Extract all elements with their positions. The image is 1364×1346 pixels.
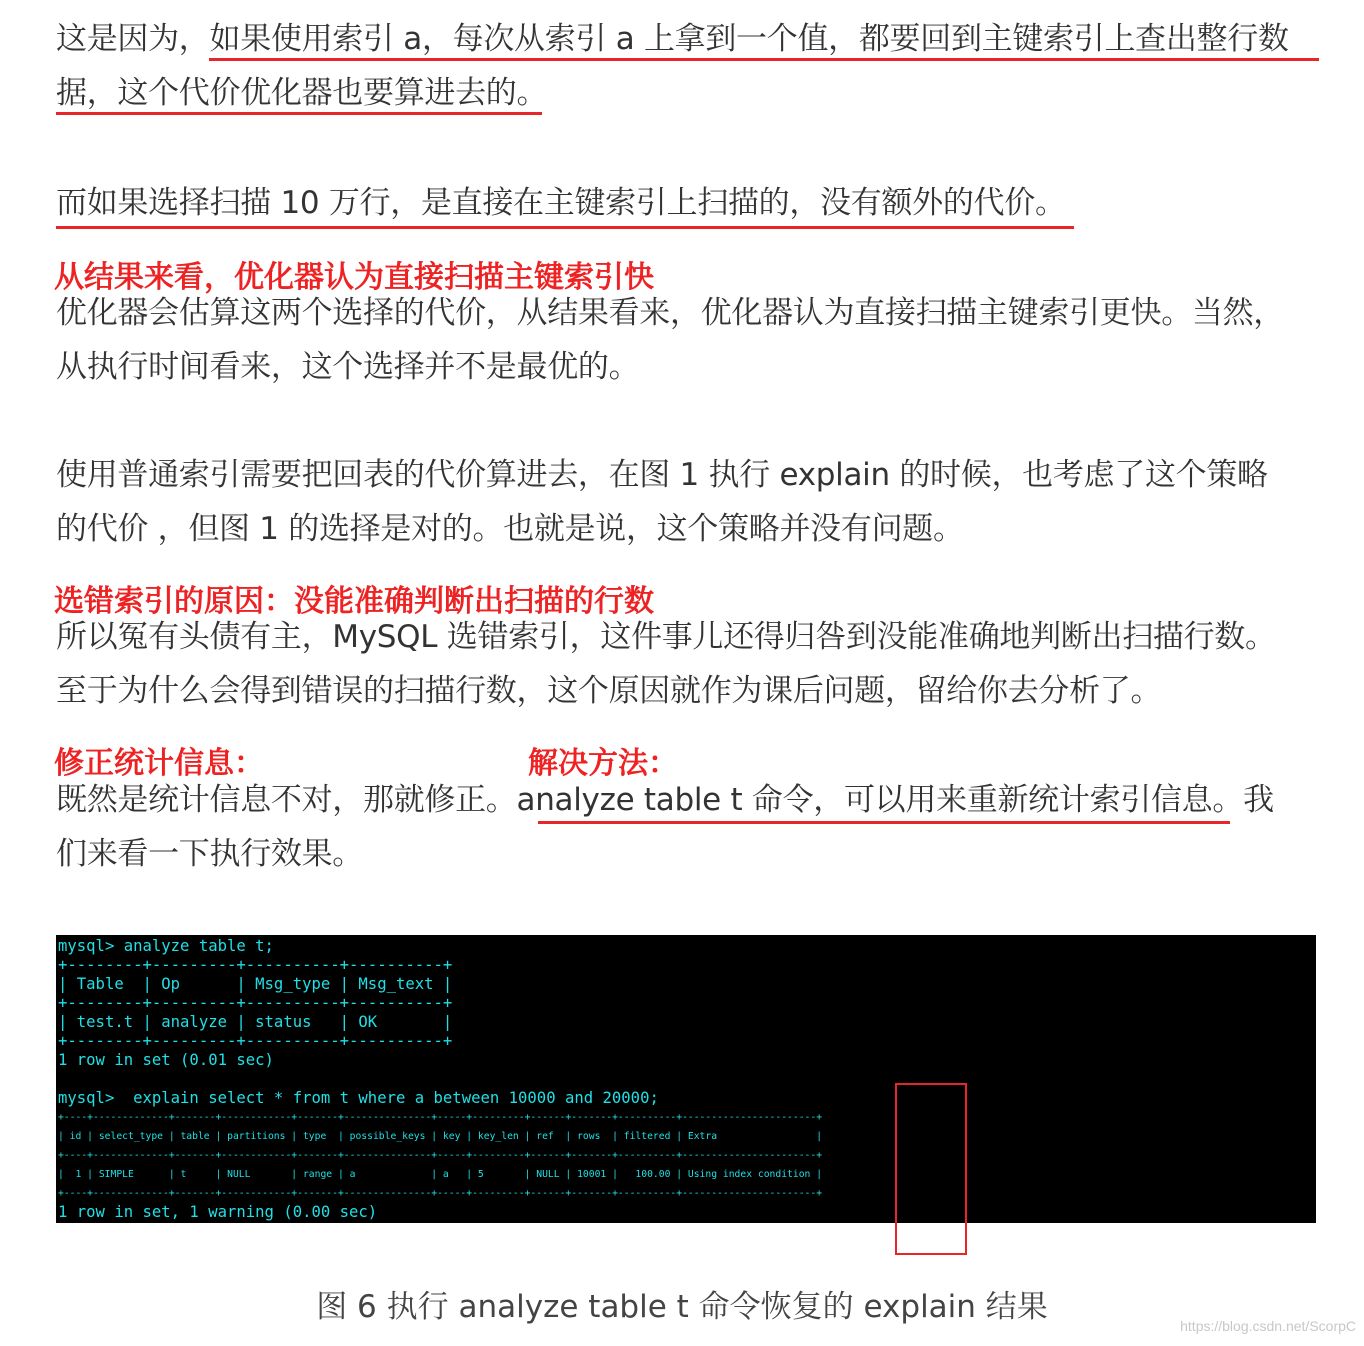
underline-p6-line-1: [538, 821, 1230, 824]
terminal-line: 1 row in set, 1 warning (0.00 sec): [58, 1203, 378, 1221]
underline-p1-line-2: [56, 112, 542, 115]
paragraph-1-line-1: 这是因为，如果使用索引 a，每次从索引 a 上拿到一个值，都要回到主键索引上查出整行数: [56, 21, 1289, 57]
figure-caption: 图 6 执行 analyze table t 命令恢复的 explain 结果: [316, 1289, 1048, 1325]
paragraph-3-line-1: 优化器会估算这两个选择的代价，从结果看来，优化器认为直接扫描主键索引更快。当然，: [56, 295, 1284, 331]
terminal-output: [56, 935, 1316, 1223]
paragraph-6-line-1: [56, 773, 1274, 827]
annotation-solution: 解决方法：: [528, 746, 678, 781]
terminal-line: +----+-------------+-------+------------+-------+---------------+-----+---------+------+-------+----------+-----------------------+: [58, 1150, 823, 1161]
terminal-line: +----+-------------+-------+------------+-------+---------------+-----+---------+------+-------+----------+-----------------------+: [58, 1112, 823, 1123]
paragraph-6-line-2: 们来看一下执行效果。: [56, 836, 363, 872]
terminal-line: | test.t | analyze | status | OK |: [58, 1013, 453, 1031]
annotation-fix-statistics: 修正统计信息：: [54, 746, 264, 781]
underline-p2-line-1: [56, 226, 1074, 229]
annotation-wrong-index-reason: 选错索引的原因：没能准确判断出扫描的行数: [54, 584, 654, 619]
paragraph-6-part-c: 我: [1243, 782, 1274, 818]
paragraph-1-line-2: 据，这个代价优化器也要算进去的。: [56, 75, 548, 111]
paragraph-3-line-2: 从执行时间看来，这个选择并不是最优的。: [56, 349, 640, 385]
terminal-line: 1 row in set (0.01 sec): [58, 1051, 274, 1069]
terminal-line: | id | select_type | table | partitions | type | possible_keys | key | key_len | ref | rows | filtered | Extra |: [58, 1131, 823, 1142]
watermark: https://blog.csdn.net/ScorpC: [1180, 1318, 1356, 1334]
terminal-line: +--------+---------+----------+----------+: [58, 956, 453, 974]
terminal-line: | Table | Op | Msg_type | Msg_text |: [58, 975, 453, 993]
paragraph-6-part-a: 既然是统计信息不对，那就修正。: [56, 782, 517, 818]
paragraph-5-line-1: 所以冤有头债有主，MySQL 选错索引，这件事儿还得归咎到没能准确地判断出扫描行数。: [56, 619, 1276, 655]
paragraph-4-line-1: 使用普通索引需要把回表的代价算进去，在图 1 执行 explain 的时候，也考虑了这个策略: [56, 457, 1268, 493]
rows-column-highlight-box: [895, 1083, 967, 1255]
paragraph-6-part-b: analyze table t 命令，可以用来重新统计索引信息。: [516, 782, 1244, 818]
terminal-line: mysql> analyze table t;: [58, 937, 274, 955]
paragraph-2-line-1: 而如果选择扫描 10 万行，是直接在主键索引上扫描的，没有额外的代价。: [56, 185, 1066, 221]
annotation-optimizer-conclusion: 从结果来看，优化器认为直接扫描主键索引快: [54, 260, 654, 295]
terminal-line: +--------+---------+----------+----------+: [58, 1032, 453, 1050]
terminal-line: | 1 | SIMPLE | t | NULL | range | a | a | 5 | NULL | 10001 | 100.00 | Using index condition |: [58, 1169, 823, 1180]
paragraph-5-line-2: 至于为什么会得到错误的扫描行数，这个原因就作为课后问题，留给你去分析了。: [56, 673, 1162, 709]
underline-p1-line-1: [209, 58, 1319, 61]
terminal-line: +----+-------------+-------+------------+-------+---------------+-----+---------+------+-------+----------+-----------------------+: [58, 1188, 823, 1199]
terminal-line: +--------+---------+----------+----------+: [58, 994, 453, 1012]
paragraph-4-line-2: 的代价 ，但图 1 的选择是对的。也就是说，这个策略并没有问题。: [56, 511, 964, 547]
terminal-line: mysql> explain select * from t where a between 10000 and 20000;: [58, 1089, 659, 1107]
